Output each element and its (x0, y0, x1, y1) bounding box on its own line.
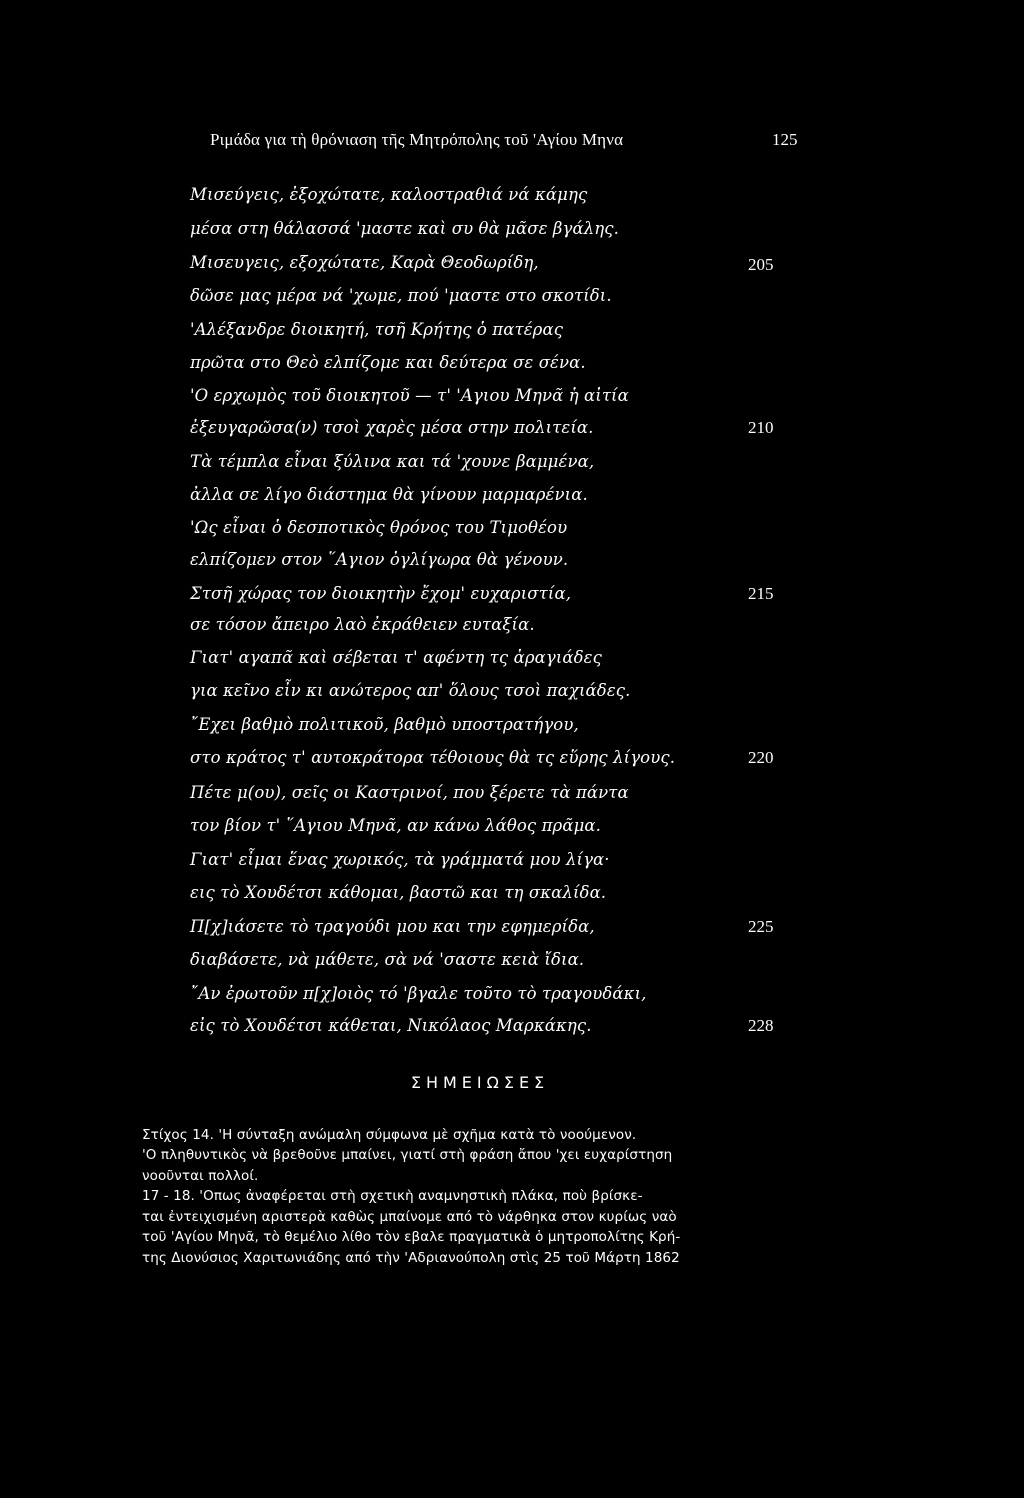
verse-line: ῎Αν ἐρωτοῦν π[χ]οιὸς τό 'βγαλε τοῦτο τὸ τραγουδάκι, (190, 984, 647, 1003)
verse-line: Π[χ]ιάσετε τὸ τραγούδι μου και την εφημερίδα, (190, 917, 595, 936)
verse-line: δῶσε μας μέρα νά 'χωμε, πού 'μαστε στο σκοτίδι. (190, 286, 612, 305)
running-title: Ριμάδα για τὴ θρόνιαση τῆς Μητρόπολης τοῦ 'Αγίου Μηνα (210, 130, 624, 149)
verse-line: 'Αλέξανδρε διοικητή, τσῆ Κρήτης ὁ πατέρας (190, 320, 564, 339)
verse-line: στο κράτος τ' αυτοκράτορα τέθοιους θὰ τς εὕρης λίγους. (190, 748, 676, 767)
verse-line: τον βίον τ' ῞Αγιου Μηνᾶ, αν κάνω λάθος πρᾶμα. (190, 816, 601, 835)
line-number: 215 (748, 584, 774, 603)
verse-line: Γιατ' αγαπᾶ καὶ σέβεται τ' αφέντη τς ἀραγιάδες (190, 648, 602, 667)
verse-line: Τὰ τέμπλα εἶναι ξύλινα και τά 'χουνε βαμμένα, (190, 452, 595, 471)
line-number: 220 (748, 748, 774, 767)
verse-line: ἀλλα σε λίγο διάστημα θὰ γίνουν μαρμαρένια. (190, 485, 588, 504)
verse-line: Μισευγεις, εξοχώτατε, Καρὰ Θεοδωρίδη, (190, 253, 539, 272)
note-line: Στίχος 14. 'Η σύνταξη ανώμαλη σύμφωνα μὲ σχῆμα κατὰ τὸ νοούμενον. (142, 1127, 637, 1143)
note-line: ται ἐντειχισμένη αριστερὰ καθὼς μπαίνομε από τὸ νάρθηκα στον κυρίως ναὸ (142, 1209, 677, 1225)
verse-line: σε τόσον ἄπειρο λαὸ ἐκράθειεν ευταξία. (190, 615, 535, 634)
verse-line: μέσα στη θάλασσά 'μαστε καὶ συ θὰ μᾶσε βγάλης. (190, 219, 619, 238)
verse-line: Γιατ' εἶμαι ἕνας χωρικός, τὰ γράμματά μου λίγα· (190, 850, 610, 869)
verse-line: πρῶτα στο Θεὸ ελπίζομε και δεύτερα σε σένα. (190, 353, 586, 372)
verse-line: ἐξευγαρῶσα(ν) τσοὶ χαρὲς μέσα στην πολιτεία. (190, 418, 594, 437)
verse-line: εἰς τὸ Χουδέτσι κάθεται, Νικόλαος Μαρκάκης. (190, 1016, 592, 1035)
note-line: νοοῦνται πολλοί. (142, 1168, 259, 1184)
line-number: 225 (748, 917, 774, 936)
verse-line: ῎Εχει βαθμὸ πολιτικοῦ, βαθμὸ υποστρατήγου, (190, 715, 579, 734)
verse-line: 'Ο ερχωμὸς τοῦ διοικητοῦ — τ' 'Αγιου Μηνᾶ ἡ αἰτία (190, 386, 629, 405)
verse-line: Μισεύγεις, ἐξοχώτατε, καλοστραθιά νά κάμης (190, 185, 588, 204)
line-number: 205 (748, 255, 774, 274)
verse-line: Πέτε μ(ου), σεῖς οι Καστρινοί, που ξέρετε τὰ πάντα (190, 783, 629, 802)
line-number: 210 (748, 418, 774, 437)
verse-line: 'Ως εἶναι ὁ δεσποτικὸς θρόνος του Τιμοθέου (190, 518, 568, 537)
line-number: 228 (748, 1016, 774, 1035)
page-number: 125 (772, 130, 798, 149)
note-line: τοῦ 'Αγίου Μηνᾶ, τὸ θεμέλιο λίθο τὸν εβαλε πραγματικὰ ὁ μητροπολίτης Κρή- (142, 1229, 681, 1245)
notes-heading: ΣΗΜΕΙΩΣΕΣ (410, 1073, 550, 1092)
note-line: 'Ο πληθυντικὸς νὰ βρεθοῦνε μπαίνει, γιατί στὴ φράση ἄπου 'χει ευχαρίστηση (142, 1147, 673, 1163)
note-line: της Διονύσιος Χαριτωνιάδης από τὴν 'Αδριανούπολη στὶς 25 τοῦ Μάρτη 1862 (142, 1250, 680, 1266)
verse-line: ελπίζομεν στον ῞Αγιον ὀγλίγωρα θὰ γένουν. (190, 550, 569, 569)
verse-line: διαβάσετε, νὰ μάθετε, σὰ νά 'σαστε κειὰ ἴδια. (190, 950, 585, 969)
note-line: 17 - 18. 'Οπως ἀναφέρεται στὴ σχετικὴ αναμνηστικὴ πλάκα, ποὺ βρίσκε- (142, 1188, 643, 1204)
verse-line: Στσῆ χώρας τον διοικητὴν ἔχομ' ευχαριστία, (190, 584, 572, 603)
verse-line: για κεῖνο εἶν κι ανώτερος απ' ὅλους τσοὶ παχιάδες. (190, 681, 631, 700)
verse-line: εις τὸ Χουδέτσι κάθομαι, βαστῶ και τη σκαλίδα. (190, 883, 607, 902)
